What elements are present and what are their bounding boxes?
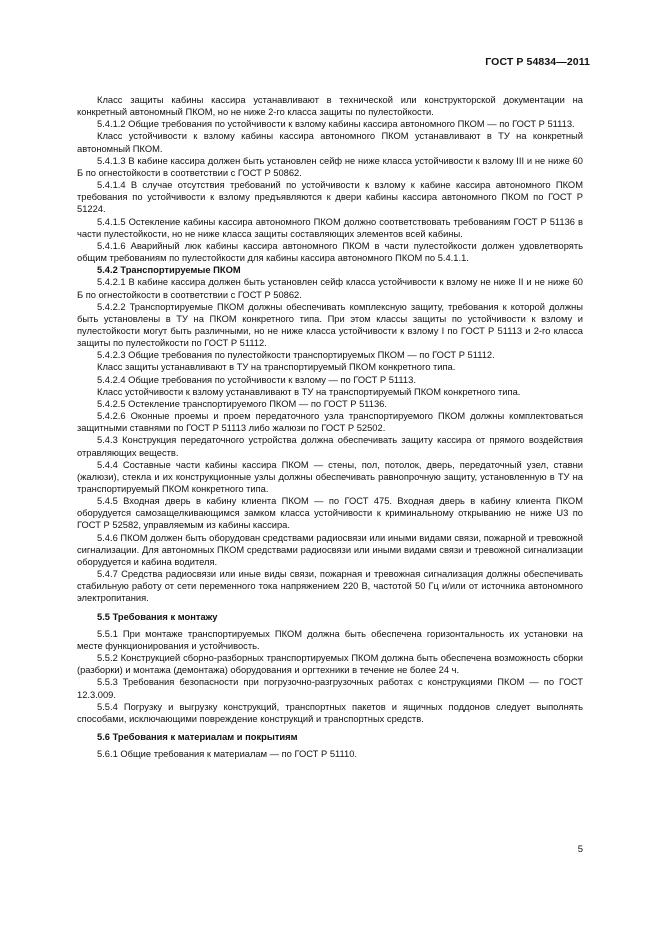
- paragraph: 5.4.3 Конструкция передаточного устройства должна обеспечивать защиту кассира от прямого воздействия отравляющих веществ.: [77, 435, 583, 458]
- section-heading: 5.6 Требования к материалам и покрытиям: [97, 731, 298, 742]
- paragraph: Класс устойчивости к взлому устанавливают в ТУ на транспортируемый ПКОМ конкретного типа.: [97, 386, 521, 397]
- paragraph: 5.4.7 Средства радиосвязи или иные виды связи, пожарная и тревожная сигнализация должны обеспечивать стабильную работу от сети переменного тока напряжением 220 В, частотой 50 Гц и/или от источника автономного электропитания.: [77, 569, 583, 604]
- paragraph: 5.4.2.2 Транспортируемые ПКОМ должны обеспечивать комплексную защиту, требования к которой должны быть установлены в ТУ на ПКОМ конкретного типа. При этом классы защиты по устойчивости к взлому и пулестойкости могут быть различными, но не ниже класса устойчивости к взлому I по ГОСТ Р 51113 и 2-го класса защиты по пулестойкости по ГОСТ Р 51112.: [77, 301, 583, 349]
- subsection-heading: 5.4.2 Транспортируемые ПКОМ: [97, 265, 241, 276]
- document-body: [77, 94, 583, 760]
- paragraph: 5.4.2.1 В кабине кассира должен быть установлен сейф класса устойчивости к взлому не ниже II и не ниже 60 Б по огнестойкости в соответствии с ГОСТ Р 50862.: [77, 277, 583, 300]
- paragraph: 5.4.6 ПКОМ должен быть оборудован средствами радиосвязи или иными видами связи, пожарной и тревожной сигнализации. Для автономных ПКОМ средствами радиосвязи или иными видами связи и тревожной сигнализации оборудуется и кабина водителя.: [77, 532, 583, 567]
- paragraph: Класс защиты устанавливают в ТУ на транспортируемый ПКОМ конкретного типа.: [97, 362, 456, 373]
- section-heading: 5.5 Требования к монтажу: [97, 611, 218, 622]
- paragraph: 5.4.1.2 Общие требования по устойчивости к взлому кабины кассира автономного ПКОМ — по ГОСТ Р 51113.: [97, 119, 575, 130]
- paragraph: 5.4.1.6 Аварийный люк кабины кассира автономного ПКОМ в части пулестойкости должен удовлетворять общим требованиям по пулестойкости для кабины кассира автономного ПКОМ по 5.4.1.1.: [77, 240, 583, 264]
- paragraph: 5.4.1.5 Остекление кабины кассира автономного ПКОМ должно соответствовать требованиям ГОСТ Р 51136 в части пулестойкости, но не ниже класса защиты составляющих элементов всей кабины.: [77, 216, 583, 239]
- paragraph: 5.5.1 При монтаже транспортируемых ПКОМ должна быть обеспечена горизонтальность их установки на месте функционирования и устойчивость.: [77, 628, 583, 651]
- paragraph: Класс устойчивости к взлому кабины кассира автономного ПКОМ устанавливают в ТУ на конкретный автономный ПКОМ.: [77, 131, 583, 154]
- paragraph: 5.4.1.4 В случае отсутствия требований по устойчивости к взлому к кабине кассира автономного ПКОМ требования по устойчивости к взлому предъявляются к двери кабины кассира автономного ПКОМ по ГОСТ Р 51224.: [77, 180, 583, 215]
- paragraph: 5.4.2.4 Общие требования по устойчивости к взлому — по ГОСТ Р 51113.: [97, 374, 416, 385]
- paragraph: Класс защиты кабины кассира устанавливают в технической или конструкторской документации на конкретный автономный ПКОМ, но не ниже 2-го класса защиты по пулестойкости.: [77, 95, 583, 118]
- paragraph: 5.4.1.3 В кабине кассира должен быть установлен сейф не ниже класса устойчивости к взлому III и не ниже 60 Б по огнестойкости в соответствии с ГОСТ Р 50862.: [77, 155, 583, 178]
- paragraph: 5.6.1 Общие требования к материалам — по ГОСТ Р 51110.: [97, 749, 358, 760]
- paragraph: 5.5.3 Требования безопасности при погрузочно-разгрузочных работах с конструкциями ПКОМ — по ГОСТ 12.3.009.: [77, 677, 583, 700]
- paragraph: 5.4.5 Входная дверь в кабину клиента ПКОМ — по ГОСТ 475. Входная дверь в кабину клиента ПКОМ оборудуется самозащелкивающимся замком класса устойчивости к криминальному открыванию не ниже U3 по ГОСТ Р 52582, управляемым из кабины кассира.: [77, 496, 583, 531]
- paragraph: 5.4.4 Составные части кабины кассира ПКОМ — стены, пол, потолок, дверь, передаточный узел, ставни (жалюзи), стекла и их конструкционные узлы должны обеспечивать равнопрочную защиту, установленную в ТУ на транспортируемый ПКОМ конкретного типа.: [77, 459, 583, 494]
- paragraph: 5.5.4 Погрузку и выгрузку конструкций, транспортных пакетов и ящичных поддонов следует выполнять способами, исключающими повреждение конструкций и транспортных средств.: [77, 701, 583, 724]
- page-number: 5: [577, 844, 583, 855]
- standard-header: ГОСТ Р 54834—2011: [485, 56, 590, 68]
- paragraph: 5.4.2.6 Оконные проемы и проем передаточного узла транспортируемого ПКОМ должны комплектоваться защитными ставнями по ГОСТ Р 51113 либо жалюзи по ГОСТ Р 52502.: [77, 411, 583, 434]
- paragraph: 5.5.2 Конструкцией сборно-разборных транспортируемых ПКОМ должна быть обеспечена возможность сборки (разборки) и монтажа (демонтажа) оборудования и оргтехники в течение не более 24 ч.: [77, 653, 583, 676]
- paragraph: 5.4.2.5 Остекление транспортируемого ПКОМ — по ГОСТ Р 51136.: [97, 398, 387, 409]
- paragraph: 5.4.2.3 Общие требования по пулестойкости транспортируемых ПКОМ — по ГОСТ Р 51112.: [97, 350, 495, 361]
